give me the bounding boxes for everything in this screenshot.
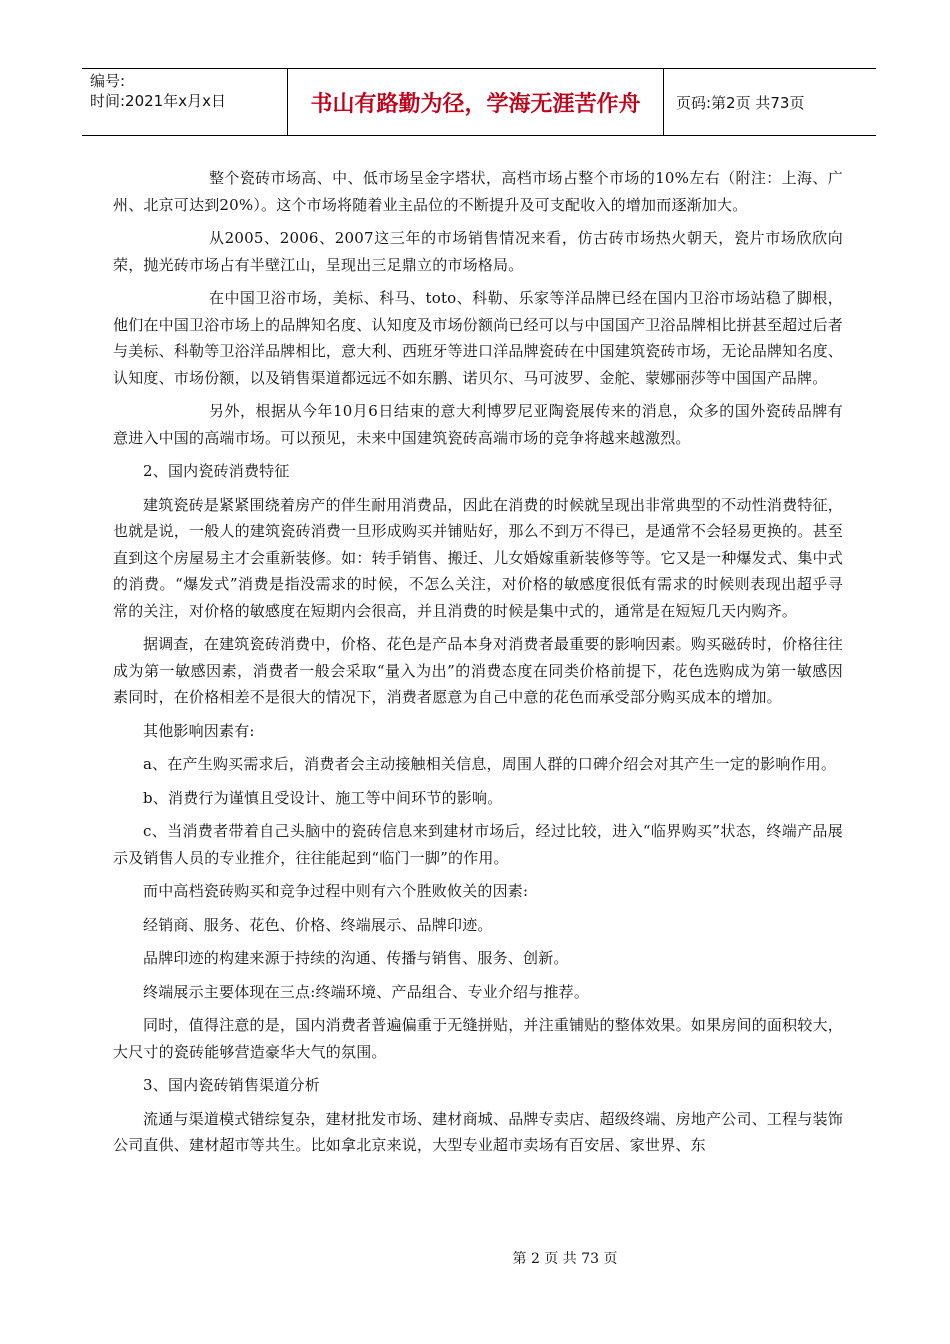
paragraph: 而中高档瓷砖购买和竞争过程中则有六个胜败攸关的因素: <box>143 882 529 900</box>
document-time-label: 时间:2021年x月x日 <box>90 92 226 110</box>
paragraph: 据调查，在建筑瓷砖消费中，价格、花色是产品本身对消费者最重要的影响因素。购买磁砖时，价格往往成为第一敏感因素，消费者一般会采取“量入为出”的消费态度在同类价格前提下，花色选购成为第一敏感因素同时，在价格相差不是很大的情况下，消费者愿意为自己中意的花色而承受部分购买成本的增加。 <box>113 635 843 706</box>
paragraph: 品牌印迹的构建来源于持续的沟通、传播与销售、服务、创新。 <box>143 949 569 967</box>
paragraph: 2、国内瓷砖消费特征 <box>143 462 290 480</box>
paragraph: 建筑瓷砖是紧紧围绕着房产的伴生耐用消费品，因此在消费的时候就呈现出非常典型的不动性消费特征，也就是说，一般人的建筑瓷砖消费一旦形成购买并铺贴好，那么不到万不得已，是通常不会轻易更换的。甚至直到这个房屋易主才会重新装修。如：转手销售、搬迁、儿女婚嫁重新装修等等。它又是一种爆发式、集中式的消费。“爆发式”消费是指没需求的时候，不怎么关注，对价格的敏感度很低有需求的时候则表现出超乎寻常的关注，对价格的敏感度在短期内会很高，并且消费的时候是集中式的，通常是在短短几天内购齐。 <box>113 495 843 620</box>
paragraph: 终端展示主要体现在三点:终端环境、产品组合、专业介绍与推荐。 <box>143 982 590 1001</box>
paragraph: 整个瓷砖市场高、中、低市场呈金字塔状，高档市场占整个市场的10%左右（附注：上海、广州、北京可达到20%）。这个市场将随着业主品位的不断提升及可支配收入的增加而逐渐加大。 <box>113 169 843 214</box>
page-footer: 第 2 页 共 73 页 <box>512 1251 618 1267</box>
paragraph: 另外，根据从今年10月6日结束的意大利博罗尼亚陶瓷展传来的消息，众多的国外瓷砖品牌有意进入中国的高端市场。可以预见，未来中国建筑瓷砖高端市场的竞争将越来越激烈。 <box>113 402 843 447</box>
header-meta <box>82 69 287 135</box>
paragraph: 3、国内瓷砖销售渠道分析 <box>143 1076 320 1094</box>
page-header <box>82 68 876 136</box>
document-body <box>113 165 843 1166</box>
paragraph: 流通与渠道模式错综复杂，建材批发市场、建材商城、品牌专卖店、超级终端、房地产公司、工程与装饰公司直供、建材超市等共生。比如拿北京来说，大型专业超市卖场有百安居、家世界、东 <box>113 1109 843 1154</box>
document-number-label: 编号: <box>90 72 126 90</box>
paragraph: 从2005、2006、2007这三年的市场销售情况来看，仿古砖市场热火朝天，瓷片市场欣欣向荣，抛光砖市场占有半壁江山，呈现出三足鼎立的市场格局。 <box>113 229 843 274</box>
paragraph: b、消费行为谨慎且受设计、施工等中间环节的影响。 <box>143 788 503 807</box>
paragraph: 经销商、服务、花色、价格、终端展示、品牌印迹。 <box>143 915 493 934</box>
paragraph: c、当消费者带着自己头脑中的瓷砖信息来到建材市场后，经过比较，进入“临界购买”状态，终端产品展示及销售人员的专业推介，往往能起到“临门一脚”的作用。 <box>113 822 843 867</box>
paragraph: 同时，值得注意的是，国内消费者普遍偏重于无缝拼贴，并注重铺贴的整体效果。如果房间的面积较大，大尺寸的瓷砖能够营造豪华大气的氛围。 <box>113 1016 843 1061</box>
paragraph: 在中国卫浴市场，美标、科马、toto、科勒、乐家等洋品牌已经在国内卫浴市场站稳了脚根，他们在中国卫浴市场上的品牌知名度、认知度及市场份额尚已经可以与中国国产卫浴品牌相比拼甚至超过后者与美标、科勒等卫浴洋品牌相比，意大利、西班牙等进口洋品牌瓷砖在中国建筑瓷砖市场，无论品牌知名度、认知度、市场份额，以及销售渠道都远远不如东鹏、诺贝尔、马可波罗、金舵、蒙娜丽莎等中国国产品牌。 <box>113 289 843 387</box>
paragraph: a、在产生购买需求后，消费者会主动接触相关信息，周围人群的口碑介绍会对其产生一定的影响作用。 <box>143 755 837 773</box>
paragraph: 其他影响因素有: <box>143 721 255 740</box>
header-motto: 书山有路勤为径，学海无涯苦作舟 <box>287 69 664 135</box>
header-page-info: 页码:第2页 共73页 <box>676 93 805 112</box>
